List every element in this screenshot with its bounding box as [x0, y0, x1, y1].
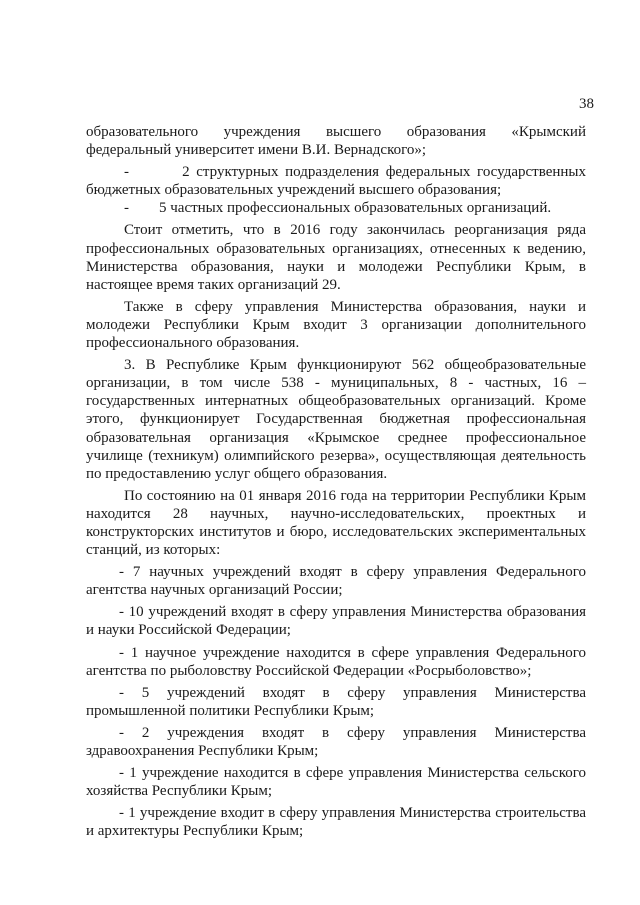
list-item: - 1 учреждение входит в сферу управления Министерства строительства и архитектуры Республики Крым;: [86, 805, 586, 840]
list-item: - 2 учреждения входят в сферу управления Министерства здравоохранения Республики Крым;: [86, 724, 586, 759]
paragraph: образовательного учреждения высшего образования «Крымский федеральный университет имени В.И. Вернадского»;: [86, 124, 586, 159]
paragraph: Также в сферу управления Министерства образования, науки и молодежи Республики Крым входит 3 организации дополнительного профессионального образования.: [86, 298, 586, 352]
list-item: - 10 учреждений входят в сферу управления Министерства образования и науки Российской Федерации;: [86, 604, 586, 639]
paragraph: 3. В Республике Крым функционируют 562 общеобразовательные организации, в том числе 538 - муниципальных, 8 - частных, 16 – государственных интернатных общеобразовательных организаций. Кроме этого, функционирует Государственная бюджетная профессиональная образовательная организация «Крымское среднее профессиональное училище (техникум) олимпийского резерва», осуществляющая деятельность по предоставлению услуг общего образования.: [86, 357, 586, 482]
list-item: - 7 научных учреждений входят в сферу управления Федерального агентства научных организаций России;: [86, 564, 586, 599]
document-body: [86, 123, 586, 844]
list-item: - 2 структурных подразделения федеральных государственных бюджетных образовательных учреждений высшего образования;: [86, 164, 586, 199]
list-item: - 1 учреждение находится в сфере управления Министерства сельского хозяйства Республики Крым;: [86, 765, 586, 800]
list-item: - 5 учреждений входят в сферу управления Министерства промышленной политики Республики Крым;: [86, 684, 586, 719]
list-item: - 5 частных профессиональных образовательных организаций.: [124, 200, 552, 217]
page-number: 38: [579, 96, 594, 112]
paragraph: Стоит отметить, что в 2016 году закончилась реорганизация ряда профессиональных образовательных организациях, отнесенных к ведению, Министерства образования, науки и молодежи Республики Крым, в настоящее время таких организаций 29.: [86, 222, 586, 293]
paragraph: По состоянию на 01 января 2016 года на территории Республики Крым находится 28 научных, научно-исследовательских, проектных и конструкторских институтов и бюро, исследовательских экспериментальных станций, из которых:: [86, 487, 586, 559]
list-item: - 1 научное учреждение находится в сфере управления Федерального агентства по рыболовству Российской Федерации «Росрыболовство»;: [86, 644, 586, 679]
